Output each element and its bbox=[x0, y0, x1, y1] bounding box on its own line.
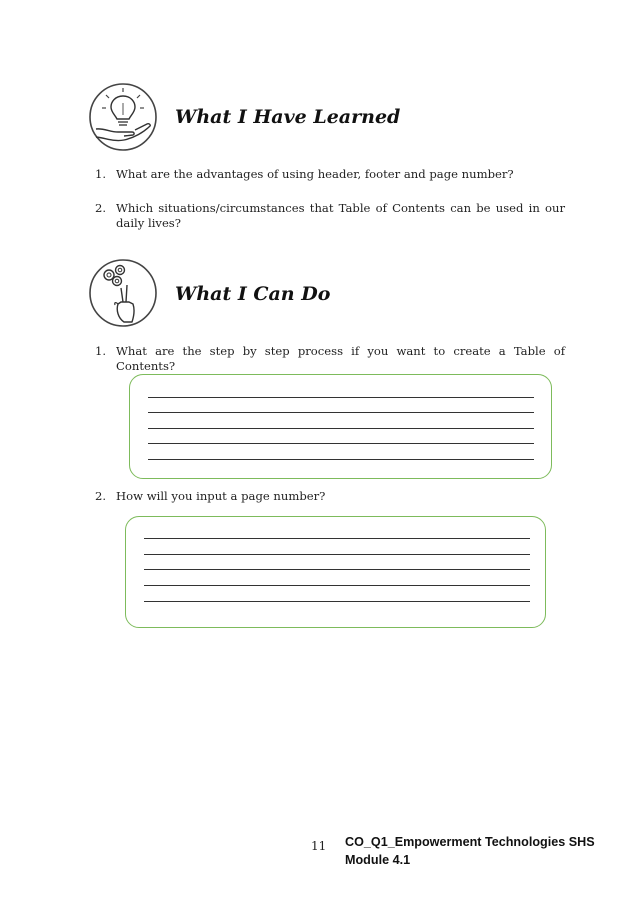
answer-box-1[interactable] bbox=[129, 374, 552, 479]
question-text: What are the advantages of using header, footer and page number? bbox=[116, 167, 514, 181]
question-text: Which situations/circumstances that Table of Contents can be used in our daily lives? bbox=[116, 201, 565, 230]
page-number: 11 bbox=[311, 839, 327, 853]
question-number: 2. bbox=[95, 201, 107, 215]
module-name: Module 4.1 bbox=[345, 853, 411, 867]
answer-line bbox=[144, 601, 530, 602]
module-footer bbox=[345, 833, 615, 869]
hand-with-gears-icon bbox=[88, 258, 158, 328]
question-learned-1 bbox=[95, 167, 565, 182]
answer-line bbox=[144, 538, 530, 539]
answer-line bbox=[148, 428, 534, 429]
answer-line bbox=[148, 443, 534, 444]
answer-line bbox=[144, 569, 530, 570]
section-title-what-i-have-learned: What I Have Learned bbox=[175, 106, 401, 128]
question-number: 2. bbox=[95, 489, 107, 503]
question-text: How will you input a page number? bbox=[116, 489, 326, 503]
question-number: 1. bbox=[95, 167, 107, 181]
question-can-do-1 bbox=[95, 344, 565, 374]
answer-line bbox=[148, 397, 534, 398]
module-code: CO_Q1_Empowerment Technologies SHS bbox=[345, 835, 595, 849]
question-can-do-2 bbox=[95, 489, 565, 504]
answer-line bbox=[144, 554, 530, 555]
question-text: What are the step by step process if you want to create a Table of Contents? bbox=[116, 344, 565, 373]
lightbulb-in-hand-icon bbox=[88, 82, 158, 152]
answer-line bbox=[148, 412, 534, 413]
section-title-what-i-can-do: What I Can Do bbox=[175, 283, 331, 305]
question-learned-2 bbox=[95, 201, 565, 231]
answer-line bbox=[148, 459, 534, 460]
question-number: 1. bbox=[95, 344, 107, 358]
answer-box-2[interactable] bbox=[125, 516, 546, 628]
answer-line bbox=[144, 585, 530, 586]
